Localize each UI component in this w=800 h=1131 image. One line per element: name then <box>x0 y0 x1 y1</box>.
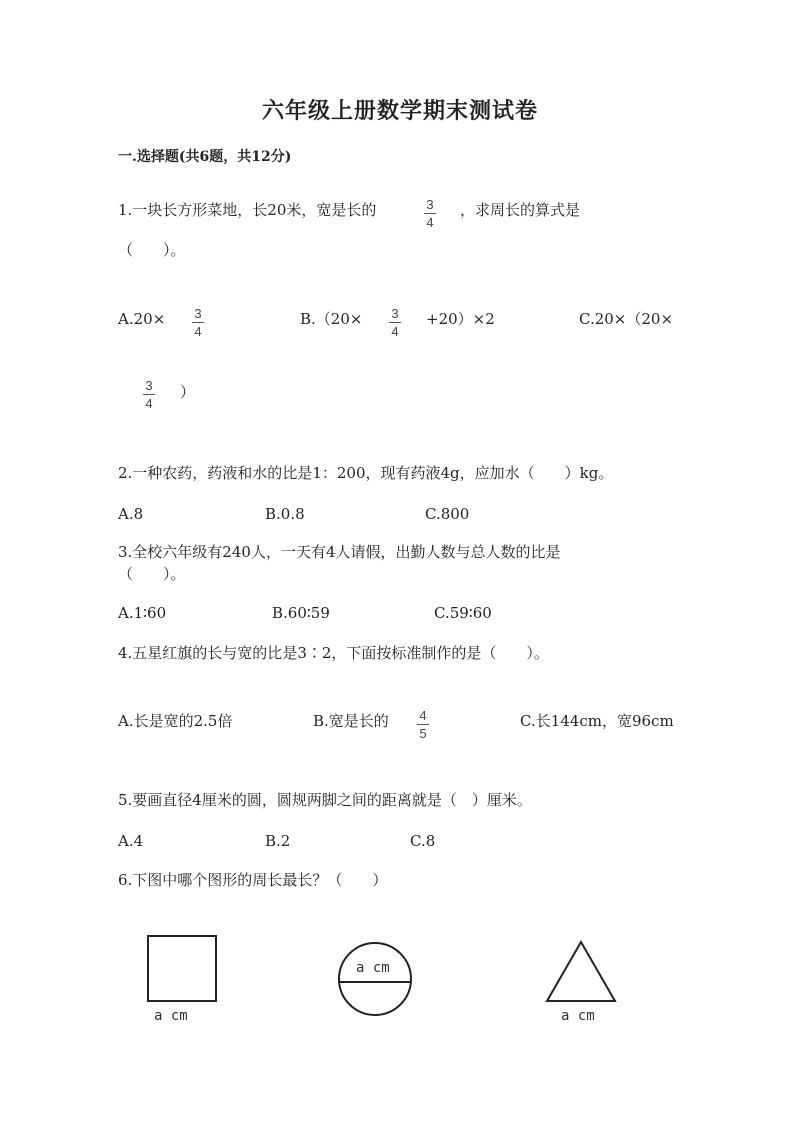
q1-blank: （ ）。 <box>118 241 186 259</box>
circle-label: a cm <box>356 960 390 976</box>
q6-text: 6.下图中哪个图形的周长最长？（ ） <box>118 871 388 889</box>
q1-option-b-start: B.（20× <box>300 310 363 328</box>
triangle-label: a cm <box>561 1008 595 1024</box>
q4-text: 4.五星红旗的长与宽的比是3∶2，下面按标准制作的是（ ）。 <box>118 644 549 662</box>
q4-option-b: B.宽是长的 <box>313 712 389 730</box>
q1-option-c-close: ） <box>180 383 196 401</box>
q1-fraction <box>424 198 436 229</box>
q1-option-a-fraction <box>192 307 204 338</box>
q1-option-c-fraction <box>143 379 155 410</box>
fraction-denominator: 4 <box>194 324 202 339</box>
q3-option-b: B.60∶59 <box>272 604 330 622</box>
fraction-numerator: 3 <box>426 197 434 212</box>
fraction-numerator: 3 <box>391 306 399 321</box>
q3-option-a: A.1∶60 <box>118 604 167 622</box>
q1-option-b-fraction <box>389 307 401 338</box>
q1-text-start: 1.一块长方形菜地，长20米，宽是长的 <box>118 201 377 219</box>
fraction-numerator: 4 <box>419 708 427 723</box>
fraction-numerator: 3 <box>145 378 153 393</box>
fraction-denominator: 5 <box>419 726 427 741</box>
q5-text: 5.要画直径4厘米的圆，圆规两脚之间的距离就是（ ）厘米。 <box>118 791 532 809</box>
square-label: a cm <box>154 1008 188 1024</box>
circle-shape <box>339 943 411 1015</box>
fraction-denominator: 4 <box>426 215 434 230</box>
square-shape <box>148 936 216 1001</box>
q5-option-a: A.4 <box>118 832 144 850</box>
q2-option-b: B.0.8 <box>265 505 305 523</box>
q1-text-end: ，求周长的算式是 <box>460 201 581 219</box>
q3-blank: （ ）。 <box>118 565 186 583</box>
q4-option-c: C.长144cm，宽96cm <box>520 712 674 730</box>
triangle-shape <box>547 942 615 1001</box>
q1-option-a: A.20× <box>118 310 166 328</box>
page-title: 六年级上册数学期末测试卷 <box>261 98 538 124</box>
q1-option-c: C.20×（20× <box>579 310 674 328</box>
q1-option-b-end: +20）×2 <box>426 310 495 328</box>
fraction-denominator: 4 <box>145 396 153 411</box>
fraction-numerator: 3 <box>194 306 202 321</box>
q4-option-b-fraction <box>417 709 429 740</box>
q2-text: 2.一种农药，药液和水的比是1：200，现有药液4g，应加水（ ）kg。 <box>118 464 614 482</box>
q3-text: 3.全校六年级有240人，一天有4人请假，出勤人数与总人数的比是 <box>118 543 561 561</box>
q4-option-a: A.长是宽的2.5倍 <box>118 712 233 730</box>
q3-option-c: C.59∶60 <box>434 604 492 622</box>
q2-option-c: C.800 <box>425 505 470 523</box>
q5-option-b: B.2 <box>265 832 291 850</box>
fraction-denominator: 4 <box>391 324 399 339</box>
q5-option-c: C.8 <box>410 832 436 850</box>
section-heading: 一.选择题(共6题，共12分) <box>118 149 292 165</box>
q2-option-a: A.8 <box>118 505 144 523</box>
